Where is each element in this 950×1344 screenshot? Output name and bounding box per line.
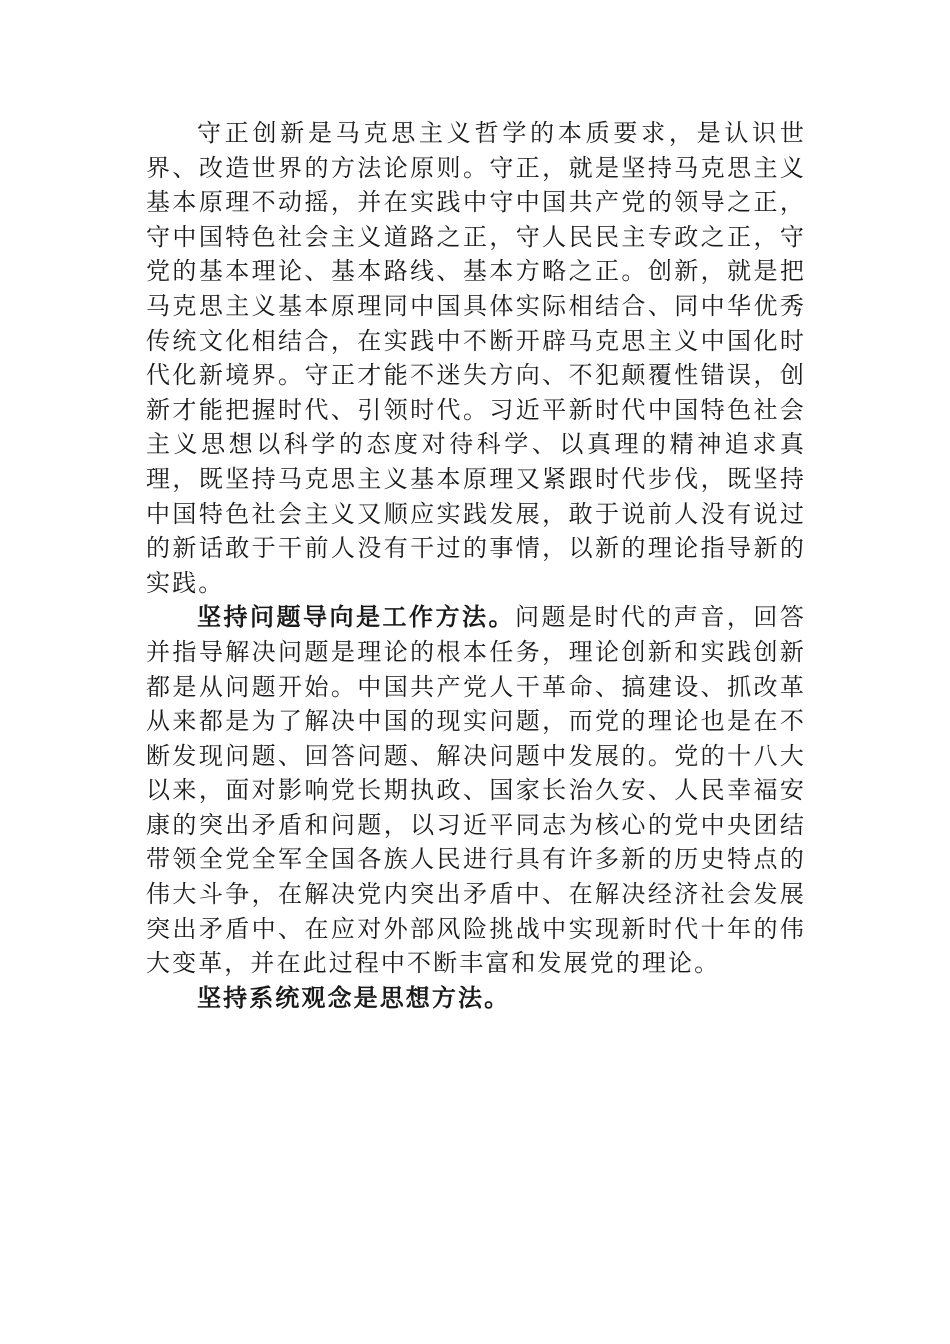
paragraph-lead: 坚持问题导向是工作方法。 (197, 603, 515, 632)
paragraph-lead: 坚持系统观念是思想方法。 (197, 983, 511, 1012)
body-text (146, 116, 806, 1015)
paragraph-body: 问题是时代的声音，回答并指导解决问题是理论的根本任务，理论创新和实践创新都是从问题开始。中国共产党人干革命、搞建设、抓改革从来都是为了解决中国的现实问题，而党的理论也是在不断发现问题、回答问题、解决问题中发展的。党的十八大以来，面对影响党长期执政、国家长治久安、人民幸福安康的突出矛盾和问题，以习近平同志为核心的党中央团结带领全党全军全国各族人民进行具有许多新的历史特点的伟大斗争，在解决党内突出矛盾中、在解决经济社会发展突出矛盾中、在应对外部风险挑战中实现新时代十年的伟大变革，并在此过程中不断丰富和发展党的理论。 (146, 603, 807, 978)
paragraph-body: 守正创新是马克思主义哲学的本质要求，是认识世界、改造世界的方法论原则。守正，就是坚持马克思主义基本原理不动摇，并在实践中守中国共产党的领导之正，守中国特色社会主义道路之正，守人民民主专政之正，守党的基本理论、基本路线、基本方略之正。创新，就是把马克思主义基本原理同中国具体实际相结合、同中华优秀传统文化相结合，在实践中不断开辟马克思主义中国化时代化新境界。守正才能不迷失方向、不犯颠覆性错误，创新才能把握时代、引领时代。习近平新时代中国特色社会主义思想以科学的态度对待科学、以真理的精神追求真理，既坚持马克思主义基本原理又紧跟时代步伐，既坚持中国特色社会主义又顺应实践发展，敢于说前人没有说过的新话敢于干前人没有干过的事情，以新的理论指导新的实践。 (146, 119, 806, 597)
paragraph-1 (146, 116, 806, 600)
paragraph-3 (146, 981, 806, 1016)
paragraph-2 (146, 600, 806, 981)
